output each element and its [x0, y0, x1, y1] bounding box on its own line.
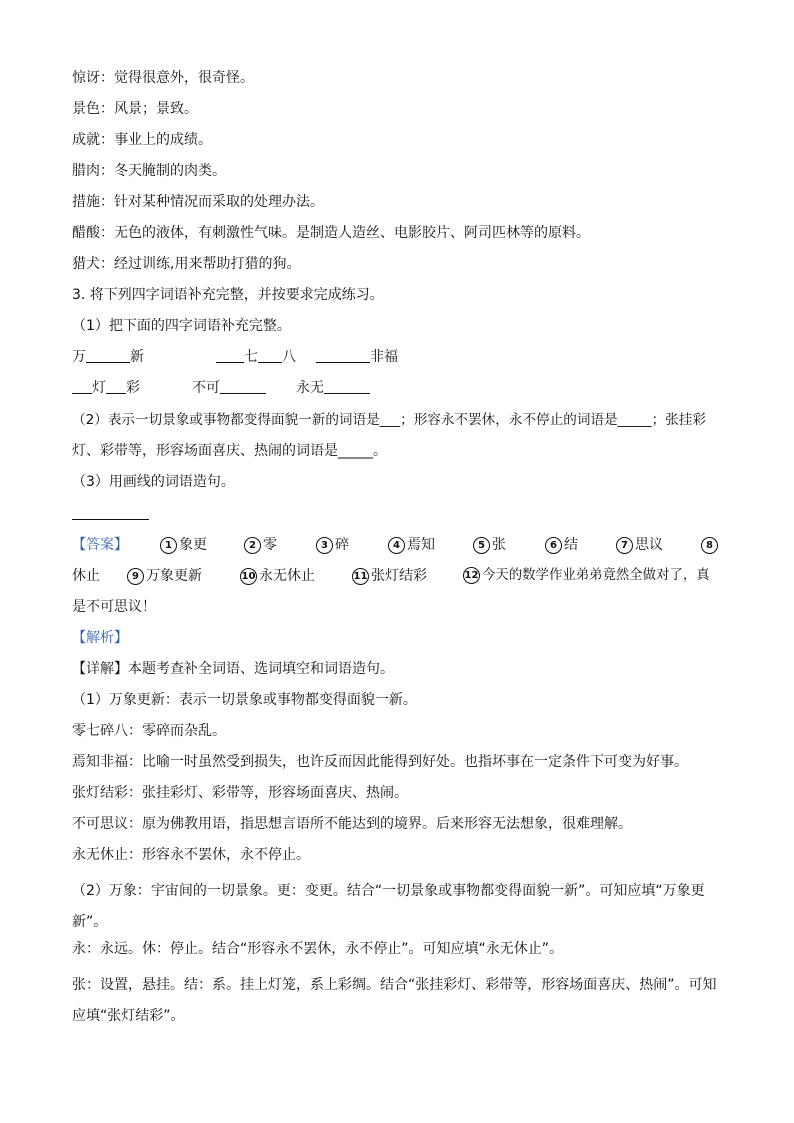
idiom-fill-3: 非福 — [316, 347, 398, 367]
answer-item: 1 象更 — [160, 535, 207, 555]
analysis-line: 【详解】本题考查补全词语、选词填空和词语造句。 — [72, 661, 394, 677]
question-part1: （1）把下面的四字词语补充完整。 — [72, 318, 291, 334]
answer-item: 4 焉知 — [388, 535, 435, 555]
analysis-label: 【解析】 — [72, 630, 128, 646]
question-part3: （3）用画线的词语造句。 — [72, 474, 235, 490]
analysis-paragraph: 张：设置，悬挂。结：系。挂上灯笼，系上彩绸。结合“张挂彩灯、彩带等，形容场面喜庆、热闹”。可知应填“张灯结彩”。 — [72, 977, 717, 1024]
analysis-line: 零七碎八：零碎而杂乱。 — [72, 723, 226, 739]
blank-field — [316, 348, 370, 363]
idiom-fill-6: 永无 — [296, 378, 370, 398]
question-part2: （2）表示一切景象或事物都变得面貌一新的词语是___；形容永不罢休，永不停止的词语是_____；张挂彩 — [72, 412, 706, 428]
blank-field — [324, 379, 370, 394]
analysis-line: （1）万象更新：表示一切景象或事物都变得面貌一新。 — [72, 692, 417, 708]
definition-line: 措施：针对某种情况而采取的处理办法。 — [72, 194, 324, 210]
blank-field — [258, 348, 282, 363]
answer-item: 6 结 — [545, 535, 578, 555]
analysis-line: 焉知非福：比喻一时虽然受到损失，也许反而因此能得到好处。也指坏事在一定条件下可变为好事。 — [72, 754, 688, 770]
answer-item: 7 思议 — [616, 535, 663, 555]
answer-item: 3 碎 — [316, 535, 349, 555]
question-title: 3. 将下列四字词语补充完整，并按要求完成练习。 — [72, 287, 384, 303]
analysis-line: 永无休止：形容永不罢休，永不停止。 — [72, 847, 310, 863]
idiom-fill-1: 万 新 — [72, 349, 144, 365]
blank-field — [106, 379, 126, 394]
blank-field — [216, 348, 244, 363]
definition-line: 景色：风景；景致。 — [72, 101, 198, 117]
definition-line: 腊肉：冬天腌制的肉类。 — [72, 163, 226, 179]
answer-item: 8 — [701, 535, 720, 555]
question-part2-cont: 灯、彩带等，形容场面喜庆、热闹的词语是_____。 — [72, 443, 387, 459]
definition-line: 醋酸：无色的液体，有刺激性气味。是制造人造丝、电影胶片、阿司匹林等的原料。 — [72, 225, 590, 241]
answer-continuation: 是不可思议！ — [72, 599, 156, 615]
answer-line — [72, 519, 149, 520]
answer-item: 2 零 — [244, 535, 277, 555]
answer-item: 10 永无休止 — [241, 568, 315, 584]
analysis-paragraph: （2）万象：宇宙间的一切景象。更：变更。结合“一切景象或事物都变得面貌一新”。可知应填“万象更新”。 — [72, 883, 705, 930]
blank-field — [72, 379, 92, 394]
idiom-fill-2: 七 八 — [216, 347, 296, 367]
answer-continuation: 休止 — [72, 568, 100, 584]
answer-item: 12 今天的数学作业弟弟竟然全做对了，真 — [464, 568, 710, 583]
answer-label: 【答案】 — [72, 537, 128, 553]
definition-line: 惊讶：觉得很意外，很奇怪。 — [72, 70, 254, 86]
analysis-line: 不可思议：原为佛教用语，指思想言语所不能达到的境界。后来形容无法想象，很难理解。 — [72, 816, 632, 832]
idiom-fill-5: 不可 — [192, 378, 266, 398]
analysis-line: 张灯结彩：张挂彩灯、彩带等，形容场面喜庆、热闹。 — [72, 785, 408, 801]
analysis-line: 永：永远。休：停止。结合“形容永不罢休，永不停止”。可知应填“永无休止”。 — [72, 941, 564, 957]
blank-field — [86, 348, 130, 363]
answer-item: 9 万象更新 — [127, 566, 202, 586]
blank-field — [220, 379, 266, 394]
idiom-fill-4: 灯 彩 — [72, 378, 140, 398]
answer-item: 11 张灯结彩 — [353, 568, 427, 584]
definition-line: 猎犬：经过训练,用来帮助打猎的狗。 — [72, 256, 301, 272]
answer-item: 5 张 — [473, 535, 506, 555]
definition-line: 成就：事业上的成绩。 — [72, 132, 212, 148]
